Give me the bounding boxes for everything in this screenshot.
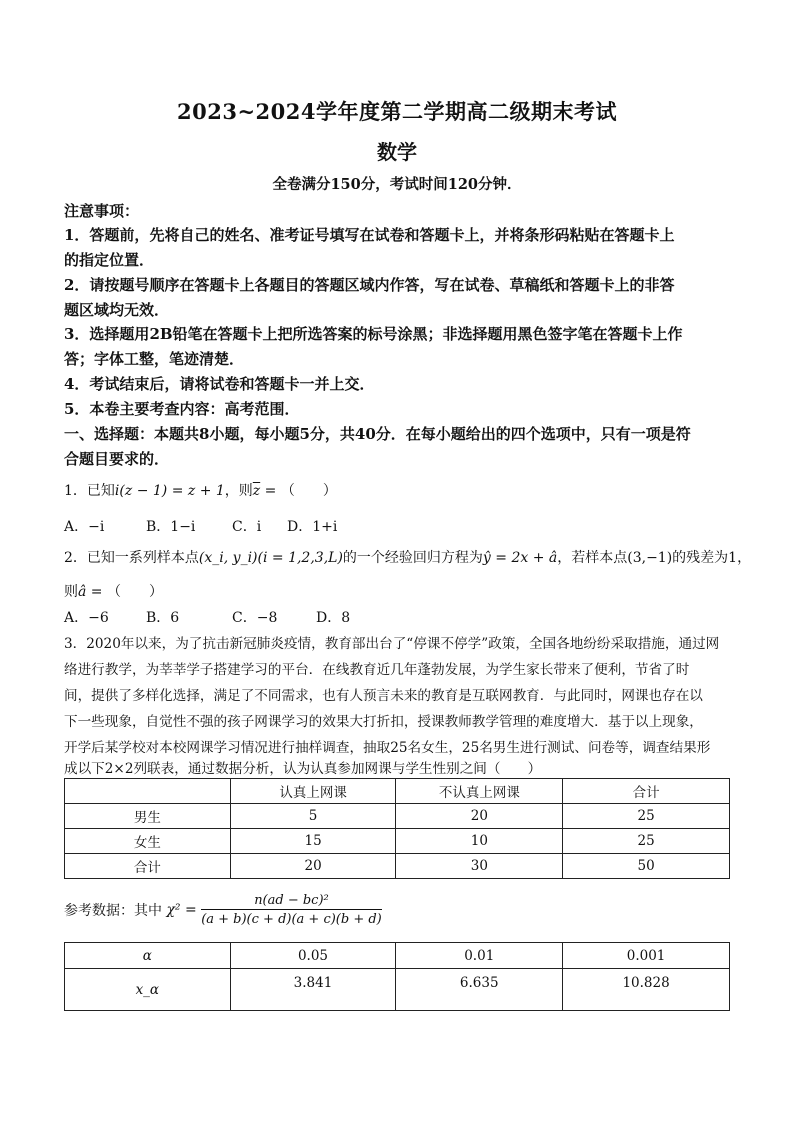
critical-value-table bbox=[64, 942, 730, 1011]
table-header-cell: 合计 bbox=[563, 779, 730, 804]
fraction-denominator: (a + b)(c + d)(a + c)(b + d) bbox=[201, 912, 382, 927]
q2-option-a: A．−6 bbox=[64, 610, 109, 626]
q3-line: 开学后某学校对本校网课学习情况进行抽样调查，抽取25名女生，25名男生进行测试、问卷等，调查结果形 bbox=[64, 740, 711, 756]
reference-label: 参考数据：其中 bbox=[64, 903, 162, 919]
q2-line2-suffix: = （ ） bbox=[86, 584, 163, 600]
q1-mid: ，则 bbox=[224, 483, 253, 499]
q2-mid: 的一个经验回归方程为 bbox=[342, 550, 483, 566]
q2-option-b: B．6 bbox=[146, 610, 180, 626]
table-cell: 20 bbox=[396, 804, 563, 829]
table-cell: 30 bbox=[396, 854, 563, 879]
table-cell: 15 bbox=[230, 829, 396, 854]
q1-prefix: 1．已知 bbox=[64, 483, 115, 499]
table-cell: 25 bbox=[563, 829, 730, 854]
question-1-stem bbox=[64, 480, 337, 500]
table-cell: 3.841 bbox=[230, 969, 396, 1011]
note-line: 3．选择题用2B铅笔在答题卡上把所选答案的标号涂黑；非选择题用黑色签字笔在答题卡上作 bbox=[64, 325, 683, 343]
q3-line: 下一些现象，自觉性不强的孩子网课学习的效果大打折扣，授课教师教学管理的难度增大．基于以上现象， bbox=[64, 714, 703, 730]
note-line: 答；字体工整，笔迹清楚． bbox=[64, 350, 245, 368]
table-cell: x_α bbox=[65, 969, 231, 1011]
note-line: 的指定位置． bbox=[64, 251, 155, 269]
q1-option-a: A．−i bbox=[64, 519, 105, 535]
q2-point: (3,−1) bbox=[627, 550, 673, 566]
section-heading: 合题目要求的． bbox=[64, 450, 170, 468]
q2-suffix: 的残差为1， bbox=[672, 550, 752, 566]
q3-line: 络进行教学，为莘莘学子搭建学习的平台．在线教育近几年蓬勃发展，为学生家长带来了便利，节省了时 bbox=[64, 662, 690, 678]
q3-line: 3．2020年以来，为了抗击新冠肺炎疫情，教育部出台了“停课不停学”政策，全国各地纷纷采取措施，通过网 bbox=[64, 636, 720, 652]
notes-heading: 注意事项： bbox=[64, 202, 140, 220]
fraction-numerator: n(ad − bc)² bbox=[201, 893, 382, 910]
q1-option-d: D．1+i bbox=[287, 519, 338, 535]
table-cell: 0.05 bbox=[230, 943, 396, 969]
note-line: 1．答题前，先将自己的姓名、准考证号填写在试卷和答题卡上，并将条形码粘贴在答题卡上 bbox=[64, 226, 675, 244]
note-line: 5．本卷主要考查内容：高考范围． bbox=[64, 400, 300, 418]
reference-formula bbox=[64, 893, 382, 927]
table-cell: 0.01 bbox=[396, 943, 563, 969]
question-2-line2 bbox=[64, 581, 163, 601]
q2-mid2: ，若样本点 bbox=[557, 550, 628, 566]
full-mark-note: 全卷满分150分，考试时间120分钟． bbox=[272, 176, 522, 193]
note-line: 4．考试结束后，请将试卷和答题卡一并上交． bbox=[64, 375, 375, 393]
table-header-row bbox=[65, 779, 730, 804]
chi-square-symbol: χ² = bbox=[166, 902, 197, 918]
table-cell: 25 bbox=[563, 804, 730, 829]
question-2-stem bbox=[64, 547, 751, 567]
table-cell: 0.001 bbox=[563, 943, 730, 969]
table-row bbox=[65, 943, 730, 969]
q2-points: (x_i, y_i)(i = 1,2,3,L) bbox=[198, 550, 343, 566]
q1-suffix: = （ ） bbox=[260, 483, 337, 499]
table-row bbox=[65, 854, 730, 879]
table-cell: α bbox=[65, 943, 231, 969]
table-cell: 5 bbox=[230, 804, 396, 829]
q3-line: 成以下2×2列联表，通过数据分析，认为认真参加网课与学生性别之间（ ） bbox=[64, 761, 542, 777]
q1-zbar: $\overline{z}$ bbox=[252, 483, 261, 499]
table-row bbox=[65, 804, 730, 829]
note-line: 题区域均无效． bbox=[64, 301, 170, 319]
q1-formula: i(z − 1) = z + 1 bbox=[114, 483, 225, 499]
q2-option-c: C．−8 bbox=[232, 610, 278, 626]
table-cell: 10 bbox=[396, 829, 563, 854]
table-header-cell: 不认真上网课 bbox=[396, 779, 563, 804]
q1-option-b: B．1−i bbox=[146, 519, 196, 535]
table-row bbox=[65, 969, 730, 1011]
table-cell: 6.635 bbox=[396, 969, 563, 1011]
table-cell: 20 bbox=[230, 854, 396, 879]
chi-square-fraction bbox=[201, 893, 382, 927]
exam-title: 2023~2024学年度第二学期高二级期末考试 bbox=[177, 99, 617, 124]
q2-equation: ŷ = 2x + â bbox=[482, 550, 558, 566]
note-line: 2．请按题号顺序在答题卡上各题目的答题区域内作答，写在试卷、草稿纸和答题卡上的非答 bbox=[64, 276, 675, 294]
q2-line2-prefix: 则 bbox=[64, 584, 78, 600]
q2-prefix: 2．已知一系列样本点 bbox=[64, 550, 199, 566]
table-cell: 男生 bbox=[65, 804, 231, 829]
table-cell: 10.828 bbox=[563, 969, 730, 1011]
subject-title: 数学 bbox=[377, 140, 417, 164]
q3-line: 间，提供了多样化选择，满足了不同需求，也有人预言未来的教育是互联网教育．与此同时，网课也存在以 bbox=[64, 688, 703, 704]
q2-ahat: â bbox=[78, 584, 87, 600]
q2-option-d: D．8 bbox=[316, 610, 351, 626]
table-row bbox=[65, 829, 730, 854]
table-header-cell: 认真上网课 bbox=[230, 779, 396, 804]
contingency-table bbox=[64, 778, 730, 879]
table-cell: 合计 bbox=[65, 854, 231, 879]
section-heading: 一、选择题：本题共8小题，每小题5分，共40分．在每小题给出的四个选项中，只有一项是符 bbox=[64, 425, 691, 443]
table-header-cell bbox=[65, 779, 231, 804]
table-cell: 50 bbox=[563, 854, 730, 879]
q1-option-c: C．i bbox=[232, 519, 262, 535]
table-cell: 女生 bbox=[65, 829, 231, 854]
